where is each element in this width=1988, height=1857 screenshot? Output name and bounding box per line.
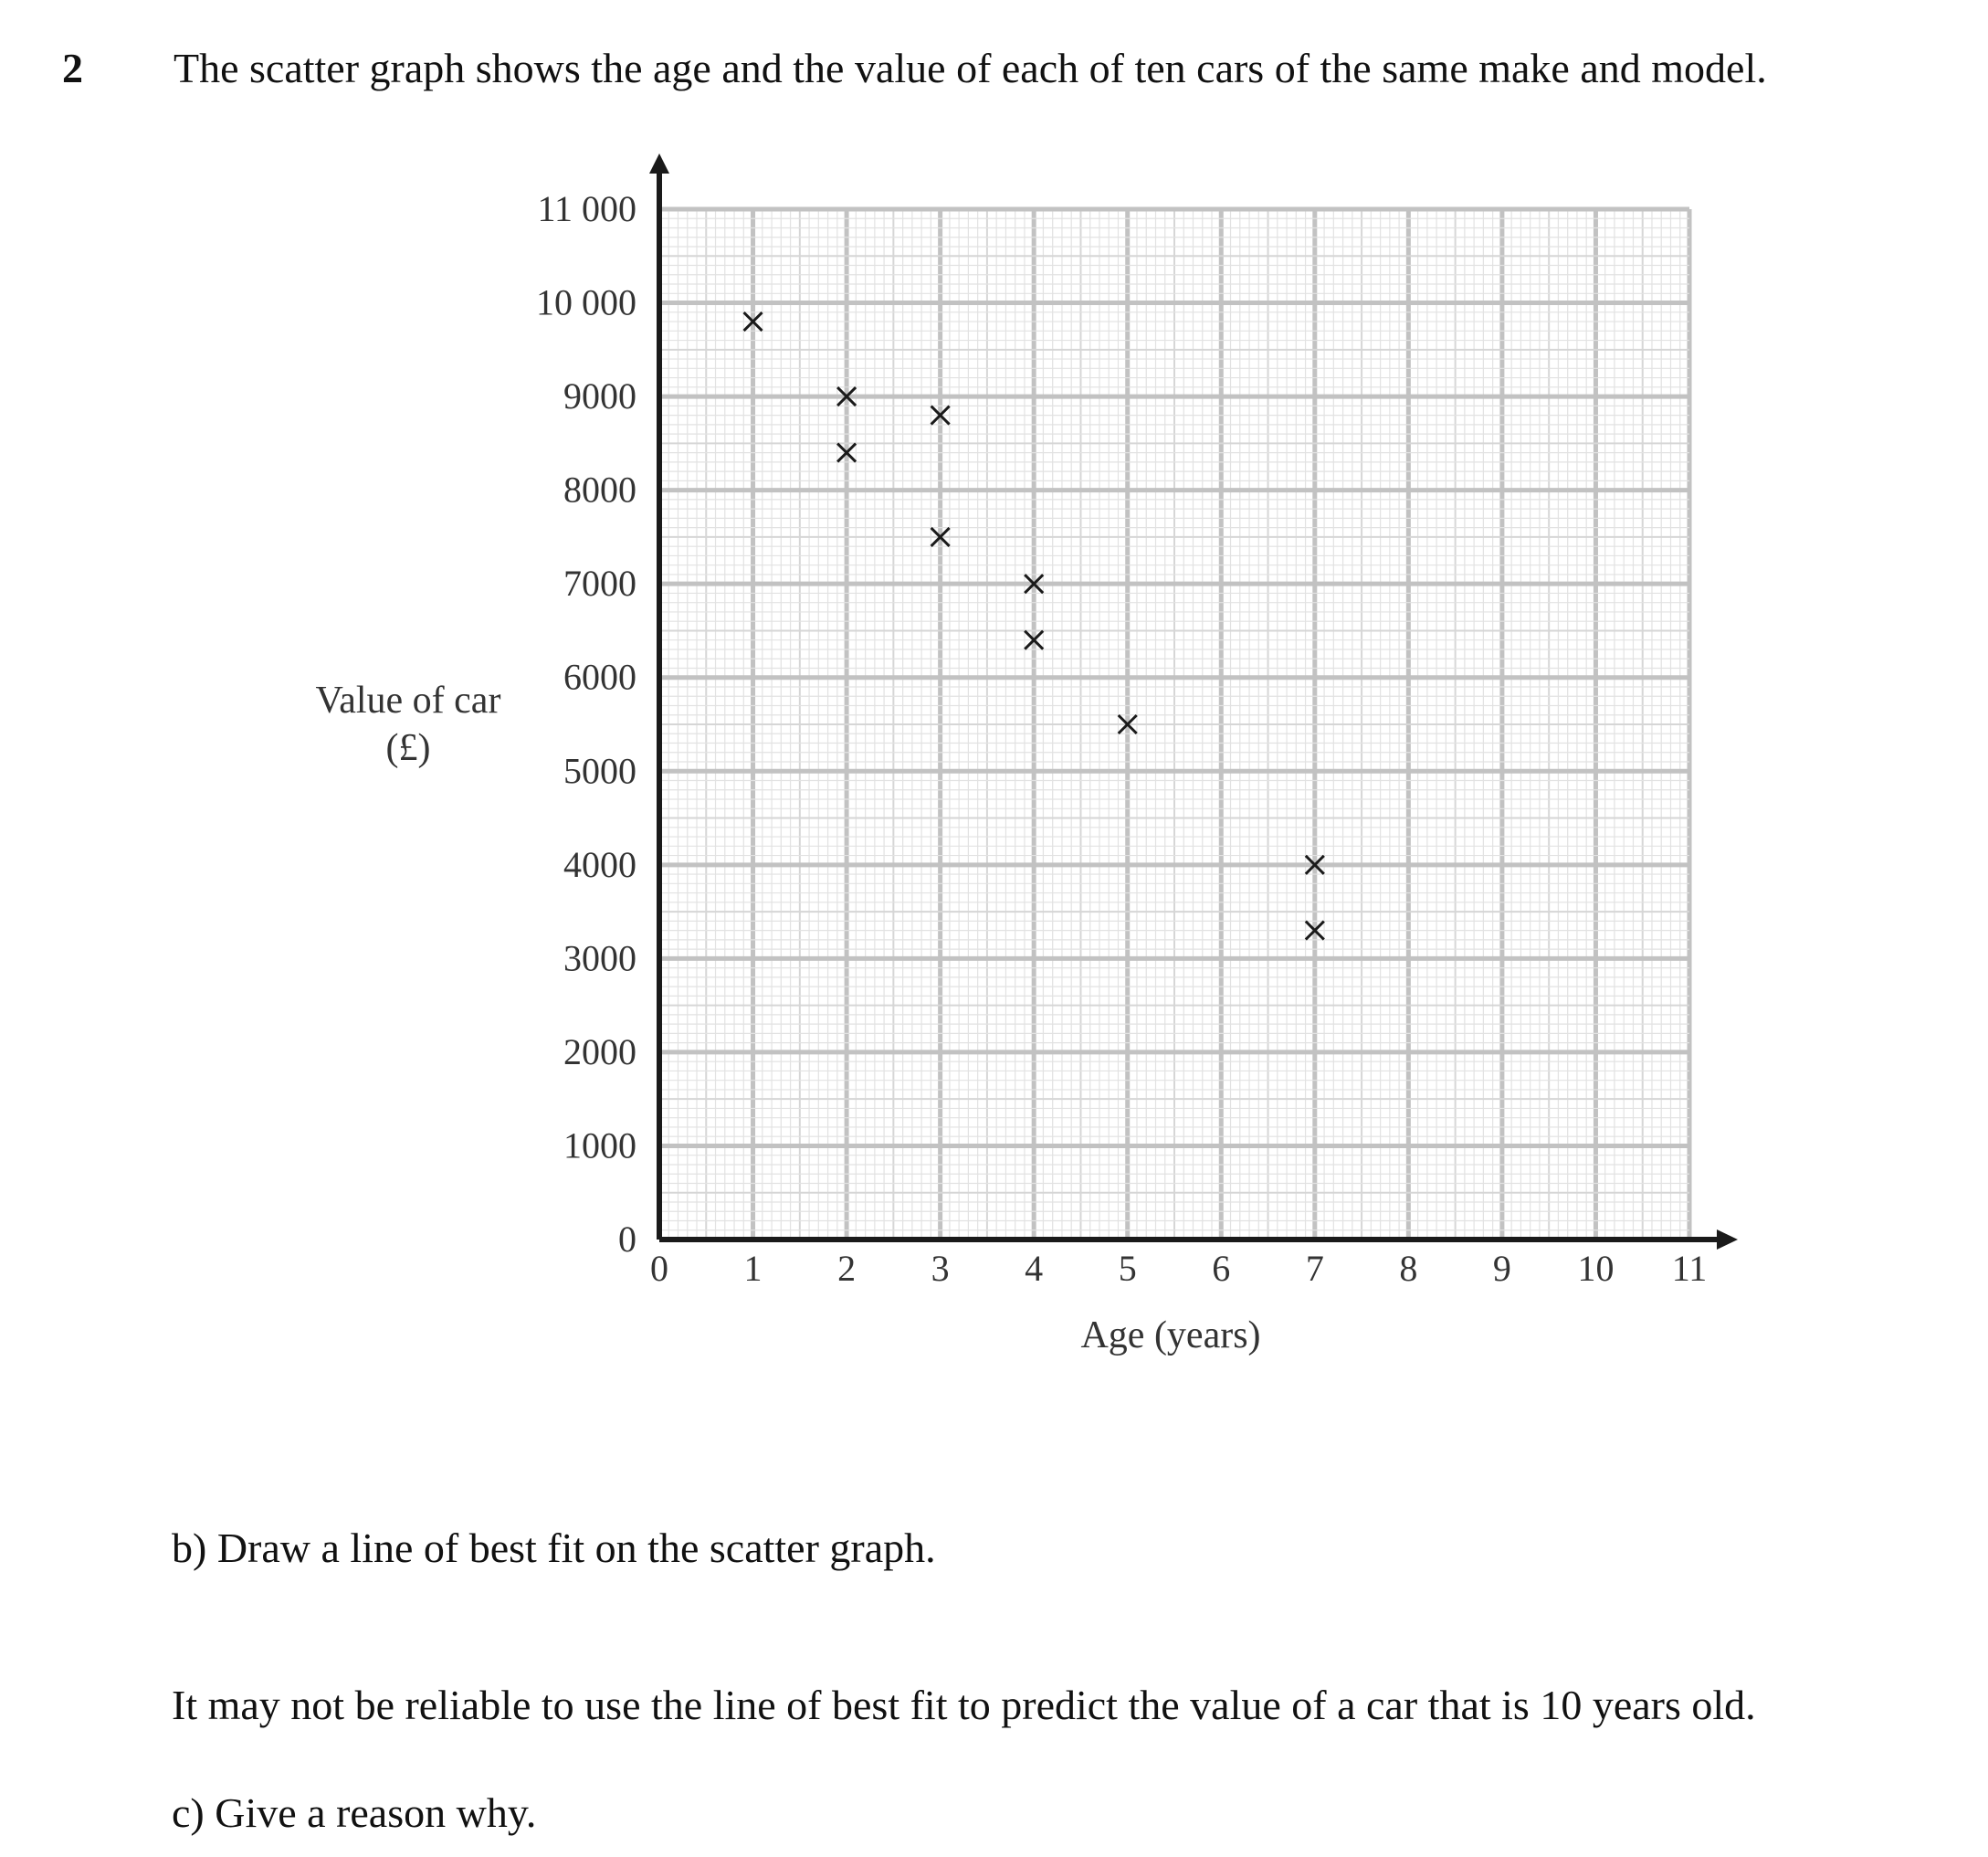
x-tick-label: 10 xyxy=(1577,1248,1615,1289)
question-number: 2 xyxy=(62,45,83,91)
question-intro: The scatter graph shows the age and the value of each of ten cars of the same make and model. xyxy=(174,45,1767,91)
y-tick-label: 6000 xyxy=(563,656,636,698)
y-axis-label-line: Value of car xyxy=(315,680,501,722)
grid xyxy=(659,209,1689,1240)
part-b-question: b) Draw a line of best fit on the scatter graph. xyxy=(172,1525,936,1571)
x-tick-label: 11 xyxy=(1671,1248,1708,1289)
y-tick-label: 9000 xyxy=(563,375,636,417)
x-axis-label: Age (years) xyxy=(1080,1314,1261,1356)
x-tick-label: 9 xyxy=(1492,1248,1511,1289)
x-tick-label: 2 xyxy=(837,1248,857,1289)
x-tick-label: 5 xyxy=(1118,1248,1137,1289)
y-tick-label: 8000 xyxy=(563,469,636,511)
part-c-question: c) Give a reason why. xyxy=(172,1789,537,1836)
y-tick-label: 5000 xyxy=(563,750,636,792)
y-tick-label: 1000 xyxy=(563,1124,636,1166)
x-tick-label: 4 xyxy=(1025,1248,1044,1289)
tick-labels xyxy=(536,188,1707,1289)
x-tick-label: 6 xyxy=(1212,1248,1231,1289)
y-tick-label: 7000 xyxy=(563,563,636,605)
y-tick-label: 0 xyxy=(618,1219,636,1260)
y-tick-label: 3000 xyxy=(563,937,636,979)
x-axis-arrow xyxy=(1717,1229,1738,1250)
y-tick-label: 10 000 xyxy=(536,281,636,323)
x-tick-label: 3 xyxy=(931,1248,950,1289)
x-tick-label: 8 xyxy=(1399,1248,1418,1289)
y-tick-label: 4000 xyxy=(563,843,636,885)
part-c-stem: It may not be reliable to use the line of best fit to predict the value of a car that is 10 years old. xyxy=(172,1682,1756,1728)
y-axis-arrow xyxy=(649,153,669,174)
x-tick-label: 0 xyxy=(650,1248,668,1289)
x-tick-label: 7 xyxy=(1305,1248,1324,1289)
x-tick-label: 1 xyxy=(743,1248,763,1289)
y-axis-label-line: (£) xyxy=(385,727,431,769)
y-tick-label: 2000 xyxy=(563,1030,636,1072)
y-tick-label: 11 000 xyxy=(537,188,636,229)
